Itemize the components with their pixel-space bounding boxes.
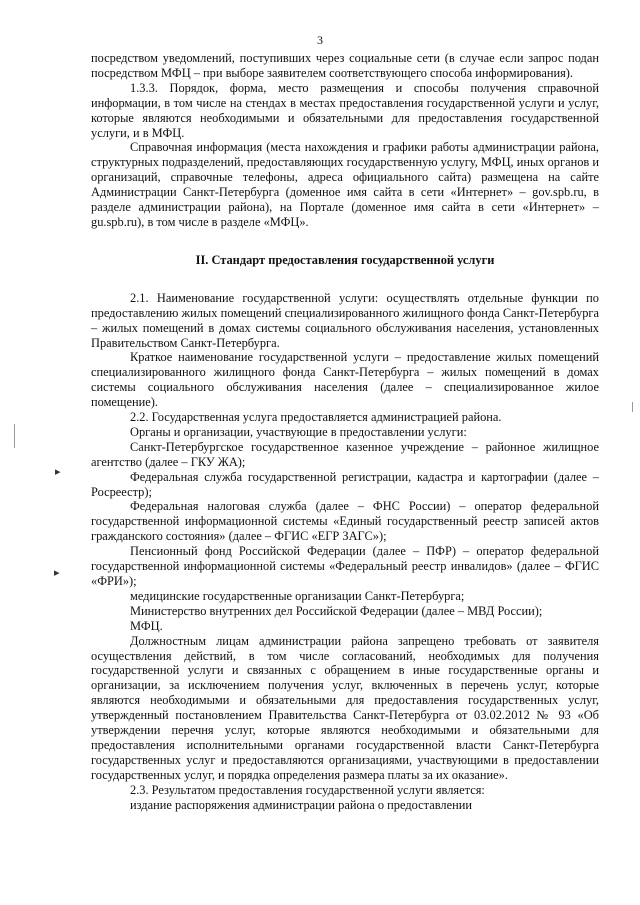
paragraph-gku-zha: Санкт-Петербургское государственное казенное учреждение – районное жилищное агентство (далее – ГКУ ЖА); [91,439,599,469]
section-heading: II. Стандарт предоставления государственной услуги [195,252,495,267]
paragraph-organizations: Органы и организации, участвующие в предоставлении услуги: [130,424,467,439]
paragraph-mvd: Министерство внутренних дел Российской Федерации (далее – МВД России); [130,603,543,618]
paragraph-1-3-3: 1.3.3. Порядок, форма, место размещения и способы получения справочной информации, в том числе на стендах в местах предоставления государственной услуги и услуг, которые являются необходимыми и обязательными для предоставления государственной услуги, и в МФЦ. [91,80,599,140]
paragraph-pfr: Пенсионный фонд Российской Федерации (далее – ПФР) – оператор федеральной государственной информационной системы «Федеральный реестр инвалидов» (далее – ФГИС «ФРИ»); [91,544,599,588]
paragraph-prohibition: Должностным лицам администрации района запрещено требовать от заявителя осуществления действий, в том числе согласований, необходимых для получения государственной услуги и связанных с обращением в иные государственные органы и организации, за исключением получения услуг, включенных в перечень услуг, которые являются необходимыми и обязательными для предоставления государственных услуг, утвержденный постановлением Правительства Санкт-Петербурга от 03.02.2012 № 93 «Об утверждении перечня услуг, которые являются необходимыми и обязательными для предоставления исполнительными органами государственной власти Санкт-Петербурга государственных услуг и предоставляются организациями, участвующими в предоставлении государственных услуг, и порядка определения размера платы за их оказание». [91,633,599,782]
paragraph-2-1: 2.1. Наименование государственной услуги: осуществлять отдельные функции по предоставлению жилых помещений специализированного жилищного фонда Санкт-Петербурга – жилых помещений в домах системы социального обслуживания населения, установленных Правительством Санкт-Петербурга. [91,290,599,350]
paragraph-rosreestr: Федеральная служба государственной регистрации, кадастра и картографии (далее – Росреестр); [91,469,599,499]
paragraph-medical: медицинские государственные организации Санкт-Петербурга; [130,588,465,603]
paragraph-reference-info: Справочная информация (места нахождения и графики работы администрации района, структурных подразделений, предоставляющих государственную услугу, МФЦ, иных органов и организаций, справочные телефоны, адреса официального сайта) размещена на сайте Администрации Санкт-Петербурга (доменное имя сайта в сети «Интернет» – gov.spb.ru, в разделе администрации района), на Портале (доменное имя сайта в сети «Интернет» – gu.spb.ru), в том числе в разделе «МФЦ». [91,140,599,229]
paragraph-result: издание распоряжения администрации района о предоставлении [130,797,472,812]
paragraph-short-name: Краткое наименование государственной услуги – предоставление жилых помещений специализированного жилищного фонда Санкт-Петербурга – жилых помещений в домах системы социального обслуживания населения (далее – специализированное жилое помещение). [91,350,599,410]
page-number: 3 [317,33,323,47]
paragraph-2-3: 2.3. Результатом предоставления государственной услуги является: [130,782,485,797]
document-body [91,51,599,813]
scan-edge-tick-1 [14,424,15,448]
scan-edge-tick-2 [632,402,633,412]
paragraph-1: посредством уведомлений, поступивших через социальные сети (в случае если запрос подан посредством МФЦ – при выборе заявителем соответствующего способа информирования). [91,51,599,80]
scan-mark-1: ▸ [55,465,61,478]
paragraph-2-2: 2.2. Государственная услуга предоставляется администрацией района. [130,410,502,425]
paragraph-mfc: МФЦ. [130,618,163,633]
paragraph-fns: Федеральная налоговая служба (далее – ФНС России) – оператор федеральной государственной информационной системы «Единый государственный реестр записей актов гражданского состояния» (далее – ФГИС «ЕГР ЗАГС»); [91,499,599,544]
scan-mark-2: ▸ [54,566,60,579]
